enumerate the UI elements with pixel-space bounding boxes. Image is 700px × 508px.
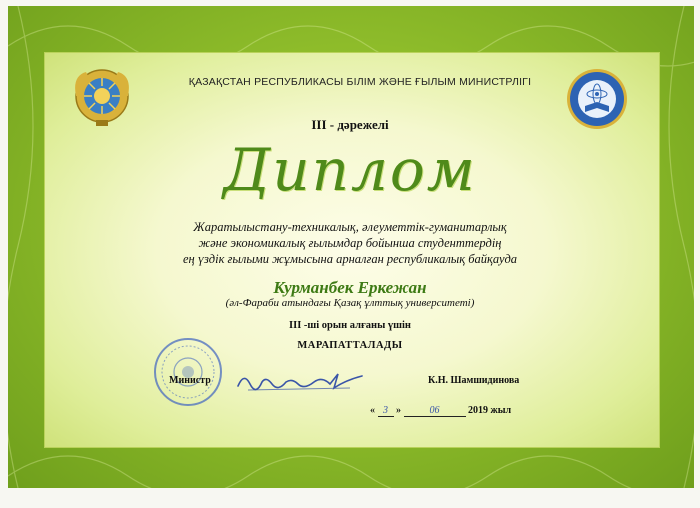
- kazakhstan-emblem-icon: [74, 66, 130, 128]
- ministry-header: ҚАЗАҚСТАН РЕСПУБЛИКАСЫ БІЛІМ ЖӘНЕ ҒЫЛЫМ МИНИСТРЛІГІ: [188, 76, 532, 88]
- degree-label: III - дәрежелі: [311, 117, 389, 132]
- description-line-3: ең үздік ғылыми жұмысына арналған республикалық байқауда: [182, 252, 518, 266]
- official-seal-icon: [152, 336, 224, 408]
- issue-date: [370, 405, 511, 417]
- recipient-name: Курманбек Еркежан: [273, 278, 427, 297]
- date-year: 2019 жыл: [468, 405, 512, 416]
- award-place: III -ші орын алғаны үшін: [289, 320, 411, 331]
- award-action: МАРАПАТТАЛАДЫ: [297, 340, 403, 351]
- handwritten-signature: [230, 366, 370, 396]
- date-open-quote: «: [370, 405, 375, 416]
- description-line-1: Жаратылыстану-техникалық, әлеуметтік-гуманитарлық: [193, 220, 507, 234]
- recipient-university: (әл-Фараби атындағы Қазақ ұлттық университеті): [225, 297, 475, 309]
- signer-role: Министр: [169, 375, 211, 386]
- date-day: 3: [378, 405, 394, 417]
- ministry-logo-icon: [566, 68, 628, 130]
- diploma-title: Диплом: [223, 136, 477, 204]
- signer-name: К.Н. Шамшидинова: [428, 375, 520, 386]
- description-line-2: және экономикалық ғылымдар бойынша студенттердің: [198, 236, 502, 250]
- date-close-quote: »: [396, 405, 401, 416]
- date-month: 06: [404, 405, 466, 417]
